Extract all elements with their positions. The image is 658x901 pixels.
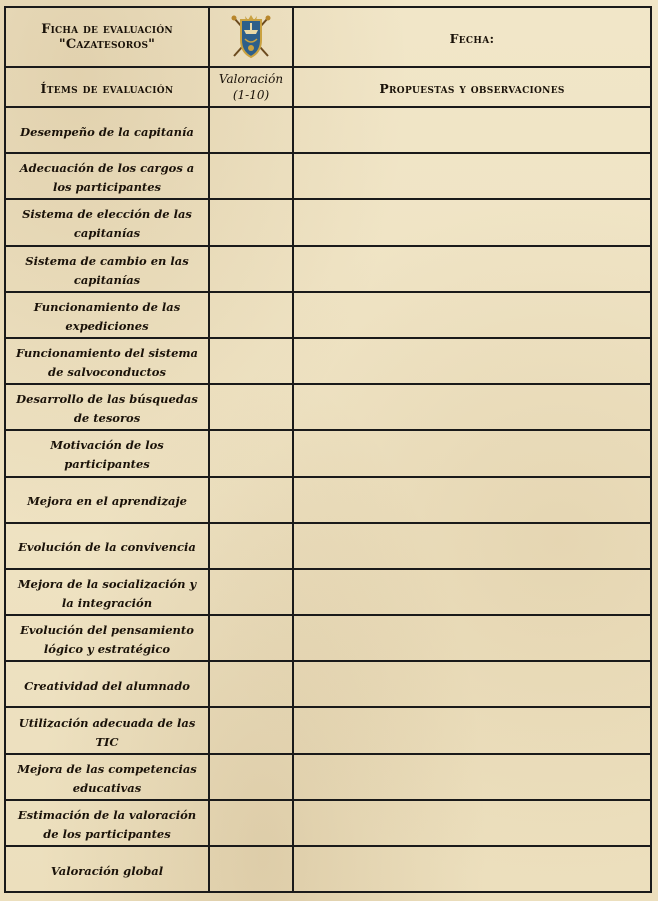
item-label: Mejora de la socialización y la integración [17, 576, 197, 610]
item-label: Desarrollo de las búsquedas de tesoros [16, 392, 198, 426]
evaluation-sheet [4, 6, 650, 890]
observations-input-cell[interactable] [293, 661, 651, 707]
evaluation-item-row [5, 846, 651, 892]
observations-input-cell[interactable] [293, 292, 651, 338]
item-label-cell [5, 800, 209, 846]
item-label-cell [5, 661, 209, 707]
evaluation-item-row [5, 523, 651, 569]
observations-input-cell[interactable] [293, 477, 651, 523]
evaluation-table [4, 6, 652, 893]
item-label-cell [5, 199, 209, 245]
observations-input-cell[interactable] [293, 800, 651, 846]
observations-input-cell[interactable] [293, 199, 651, 245]
rating-input-cell[interactable] [209, 430, 293, 476]
rating-input-cell[interactable] [209, 800, 293, 846]
evaluation-item-row [5, 707, 651, 753]
observations-input-cell[interactable] [293, 107, 651, 153]
observations-input-cell[interactable] [293, 754, 651, 800]
observations-input-cell[interactable] [293, 615, 651, 661]
evaluation-item-row [5, 292, 651, 338]
item-label: Evolución de la convivencia [18, 540, 196, 555]
sheet-title-cell [5, 7, 209, 67]
item-label: Estimación de la valoración de los participantes [17, 807, 197, 841]
evaluation-item-row [5, 107, 651, 153]
rating-label: Valoración [218, 72, 284, 86]
item-label-cell [5, 569, 209, 615]
observations-input-cell[interactable] [293, 846, 651, 892]
date-label: Fecha: [449, 30, 495, 46]
item-label-cell [5, 754, 209, 800]
rating-input-cell[interactable] [209, 754, 293, 800]
evaluation-item-row [5, 430, 651, 476]
item-label: Sistema de cambio en las capitanías [25, 253, 189, 287]
pirate-crest-icon [228, 12, 274, 62]
observations-input-cell[interactable] [293, 523, 651, 569]
item-label-cell [5, 384, 209, 430]
observations-input-cell[interactable] [293, 430, 651, 476]
item-label: Desempeño de la capitanía [20, 124, 194, 139]
evaluation-item-row [5, 199, 651, 245]
rating-input-cell[interactable] [209, 246, 293, 292]
rating-column-header [209, 67, 293, 107]
observations-column-header: Propuestas y observaciones [293, 67, 651, 107]
rating-input-cell[interactable] [209, 384, 293, 430]
rating-input-cell[interactable] [209, 153, 293, 199]
item-label: Valoración global [50, 863, 164, 878]
items-column-header: Ítems de evaluación [5, 67, 209, 107]
sheet-title-line2: "Cazatesoros" [58, 37, 156, 52]
rating-input-cell[interactable] [209, 338, 293, 384]
observations-input-cell[interactable] [293, 246, 651, 292]
item-label: Mejora en el aprendizaje [27, 494, 187, 509]
item-label: Adecuación de los cargos a los participantes [19, 161, 195, 195]
rating-scale: (1-10) [232, 88, 270, 102]
evaluation-item-row [5, 800, 651, 846]
item-label-cell [5, 523, 209, 569]
evaluation-item-row [5, 153, 651, 199]
item-label-cell [5, 846, 209, 892]
rating-input-cell[interactable] [209, 292, 293, 338]
observations-input-cell[interactable] [293, 338, 651, 384]
evaluation-item-row [5, 338, 651, 384]
rating-input-cell[interactable] [209, 661, 293, 707]
item-label: Utilización adecuada de las TIC [18, 715, 196, 749]
observations-input-cell[interactable] [293, 569, 651, 615]
rating-input-cell[interactable] [209, 523, 293, 569]
evaluation-item-row [5, 754, 651, 800]
rating-input-cell[interactable] [209, 707, 293, 753]
evaluation-item-row [5, 661, 651, 707]
observations-input-cell[interactable] [293, 384, 651, 430]
item-label: Mejora de las competencias educativas [17, 761, 197, 795]
item-label: Motivación de los participantes [50, 438, 164, 472]
rating-input-cell[interactable] [209, 107, 293, 153]
observations-input-cell[interactable] [293, 153, 651, 199]
item-label-cell [5, 707, 209, 753]
rating-input-cell[interactable] [209, 846, 293, 892]
item-label: Funcionamiento del sistema de salvoconductos [15, 346, 199, 380]
header-row [5, 7, 651, 67]
rating-input-cell[interactable] [209, 477, 293, 523]
item-label-cell [5, 153, 209, 199]
crest-cell [209, 7, 293, 67]
item-label-cell [5, 430, 209, 476]
rating-input-cell[interactable] [209, 569, 293, 615]
rating-input-cell[interactable] [209, 615, 293, 661]
observations-input-cell[interactable] [293, 707, 651, 753]
evaluation-item-row [5, 569, 651, 615]
sheet-title-line1: Ficha de evaluación [41, 22, 173, 37]
evaluation-item-row [5, 477, 651, 523]
date-cell[interactable] [293, 7, 651, 67]
item-label-cell [5, 615, 209, 661]
item-label-cell [5, 338, 209, 384]
item-label: Funcionamiento de las expediciones [33, 299, 181, 333]
item-label: Sistema de elección de las capitanías [22, 207, 192, 241]
evaluation-item-row [5, 246, 651, 292]
column-header-row [5, 67, 651, 107]
evaluation-item-row [5, 384, 651, 430]
item-label-cell [5, 107, 209, 153]
item-label: Creatividad del alumnado [24, 678, 190, 693]
item-label-cell [5, 292, 209, 338]
rating-input-cell[interactable] [209, 199, 293, 245]
item-label: Evolución del pensamiento lógico y estratégico [20, 623, 194, 657]
item-label-cell [5, 477, 209, 523]
evaluation-item-row [5, 615, 651, 661]
item-label-cell [5, 246, 209, 292]
